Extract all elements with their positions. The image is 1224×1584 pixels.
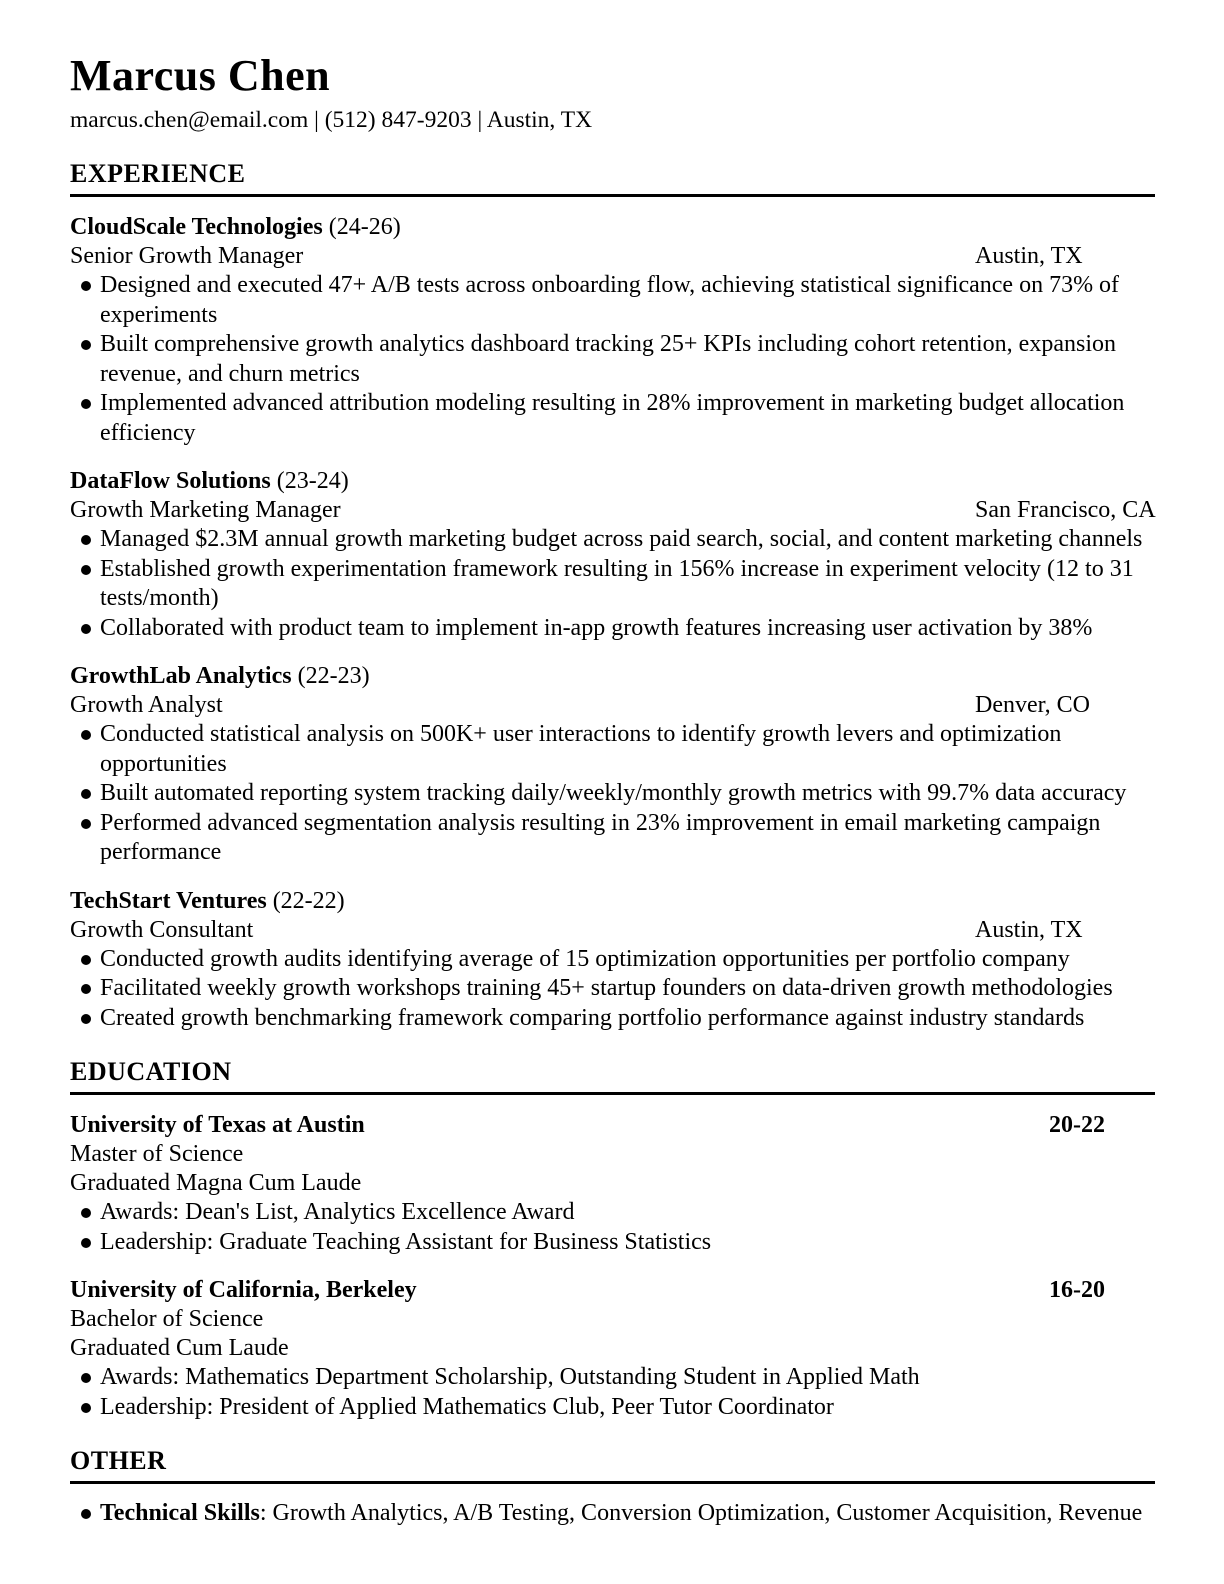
- other-heading: OTHER: [70, 1446, 1155, 1484]
- experience-section: [70, 159, 1155, 1033]
- job-header: [70, 886, 1155, 916]
- school-name: University of Texas at Austin: [70, 1112, 365, 1138]
- job-bullet-list: [70, 525, 1155, 643]
- school-name: University of California, Berkeley: [70, 1277, 417, 1303]
- job-bullet-list: [70, 945, 1155, 1034]
- company-name: GrowthLab Analytics: [70, 663, 292, 689]
- job-bullet-list: [70, 271, 1155, 448]
- other-bullet-list: [70, 1499, 1155, 1529]
- education-bullet: Leadership: Graduate Teaching Assistant for Business Statistics: [70, 1228, 1155, 1258]
- skills-text: : Growth Analytics, A/B Testing, Conversion Optimization, Customer Acquisition, Revenue: [259, 1500, 1143, 1526]
- job-dates: (24-26): [328, 214, 401, 240]
- job-title: Growth Marketing Manager: [70, 497, 341, 523]
- job-bullet: Facilitated weekly growth workshops training 45+ startup founders on data-driven growth methodologies: [70, 974, 1155, 1004]
- education-bullet: Awards: Mathematics Department Scholarship, Outstanding Student in Applied Math: [70, 1363, 1155, 1393]
- job-bullet: Managed $2.3M annual growth marketing budget across paid search, social, and content marketing channels: [70, 525, 1155, 555]
- job-title: Senior Growth Manager: [70, 243, 304, 269]
- education-bullet-list: [70, 1198, 1155, 1257]
- job-bullet: Created growth benchmarking framework comparing portfolio performance against industry standards: [70, 1004, 1155, 1034]
- job-title: Growth Analyst: [70, 692, 223, 718]
- education-section: [70, 1057, 1155, 1422]
- company-name: DataFlow Solutions: [70, 468, 271, 494]
- job-bullet: Established growth experimentation framework resulting in 156% increase in experiment velocity (12 to 31 tests/month): [70, 555, 1155, 614]
- job-subheader: [70, 496, 1155, 525]
- job-bullet: Collaborated with product team to implement in-app growth features increasing user activation by 38%: [70, 614, 1155, 644]
- company-name: TechStart Ventures: [70, 887, 267, 914]
- job-entry: [70, 212, 1155, 448]
- education-entry: [70, 1110, 1155, 1257]
- person-name: Marcus Chen: [70, 51, 331, 100]
- job-bullet: Conducted growth audits identifying average of 15 optimization opportunities per portfolio company: [70, 945, 1155, 975]
- school-header: [70, 1275, 1155, 1305]
- degree: Bachelor of Science: [70, 1306, 264, 1332]
- job-bullet: Built comprehensive growth analytics dashboard tracking 25+ KPIs including cohort retention, expansion revenue, and churn metrics: [70, 330, 1155, 389]
- job-header: [70, 466, 1155, 496]
- education-entry: [70, 1275, 1155, 1422]
- job-title: Growth Consultant: [70, 916, 254, 943]
- job-dates: (23-24): [276, 468, 349, 494]
- skills-bullet: [70, 1499, 1155, 1529]
- job-subheader: [70, 242, 1155, 271]
- experience-heading: EXPERIENCE: [70, 159, 1155, 197]
- school-dates: 16-20: [1049, 1277, 1105, 1303]
- job-dates: (22-23): [297, 663, 370, 689]
- education-bullet-list: [70, 1363, 1155, 1422]
- other-section: [70, 1446, 1155, 1529]
- job-header: [70, 661, 1155, 691]
- school-dates: 20-22: [1049, 1112, 1105, 1138]
- job-subheader: [70, 691, 1155, 720]
- job-entry: [70, 886, 1155, 1034]
- job-dates: (22-22): [272, 887, 345, 914]
- job-subheader: [70, 916, 1155, 945]
- job-bullet: Implemented advanced attribution modeling resulting in 28% improvement in marketing budget allocation efficiency: [70, 389, 1155, 448]
- degree: Master of Science: [70, 1141, 244, 1167]
- education-bullet: Leadership: President of Applied Mathematics Club, Peer Tutor Coordinator: [70, 1393, 1155, 1423]
- job-entry: [70, 466, 1155, 643]
- education-heading: EDUCATION: [70, 1057, 1155, 1095]
- other-entry: [70, 1499, 1155, 1529]
- job-bullet-list: [70, 720, 1155, 868]
- school-header: [70, 1110, 1155, 1140]
- job-bullet: Performed advanced segmentation analysis resulting in 23% improvement in email marketing campaign performance: [70, 809, 1155, 868]
- job-location: Austin, TX: [975, 243, 1083, 269]
- education-bullet: Awards: Dean's List, Analytics Excellence Award: [70, 1198, 1155, 1228]
- skills-label: Technical Skills: [100, 1500, 260, 1526]
- job-location: San Francisco, CA: [975, 497, 1156, 523]
- honors: Graduated Cum Laude: [70, 1335, 289, 1361]
- job-header: [70, 212, 1155, 242]
- job-location: Austin, TX: [975, 916, 1083, 943]
- job-entry: [70, 661, 1155, 868]
- company-name: CloudScale Technologies: [70, 214, 323, 240]
- job-bullet: Conducted statistical analysis on 500K+ user interactions to identify growth levers and optimization opportunities: [70, 720, 1155, 779]
- honors: Graduated Magna Cum Laude: [70, 1170, 362, 1196]
- job-bullet: Designed and executed 47+ A/B tests across onboarding flow, achieving statistical significance on 73% of experiments: [70, 271, 1155, 330]
- contact-line: marcus.chen@email.com | (512) 847-9203 | Austin, TX: [70, 107, 593, 133]
- job-location: Denver, CO: [975, 692, 1091, 718]
- job-bullet: Built automated reporting system tracking daily/weekly/monthly growth metrics with 99.7% data accuracy: [70, 779, 1155, 809]
